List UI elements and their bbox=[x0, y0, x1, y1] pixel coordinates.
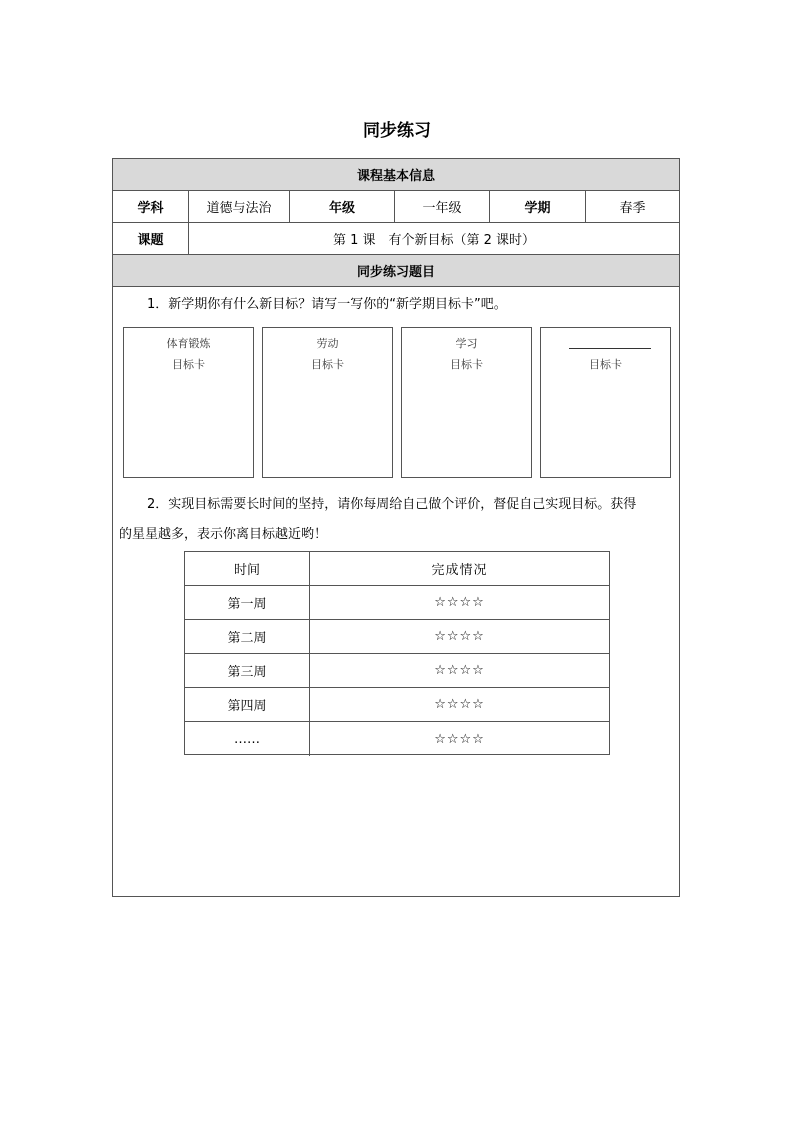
table-row bbox=[185, 586, 609, 620]
week-cell: 第三周 bbox=[185, 654, 310, 687]
star-rating[interactable]: ☆☆☆☆ bbox=[434, 595, 485, 610]
question-2-line-2: 的星星越多，表示你离目标越近哟！ bbox=[119, 527, 328, 542]
question-2-line-1: 2．实现目标需要长时间的坚持，请你每周给自己做个评价，督促自己实现目标。获得 bbox=[147, 497, 637, 512]
goal-cards bbox=[123, 327, 671, 479]
table-row bbox=[185, 620, 609, 654]
week-cell: 第四周 bbox=[185, 688, 310, 721]
practice-header bbox=[113, 255, 679, 287]
term-label: 学期 bbox=[490, 191, 586, 222]
star-rating[interactable]: ☆☆☆☆ bbox=[434, 731, 485, 747]
goal-card-subtitle: 目标卡 bbox=[311, 358, 344, 371]
goal-card-title: 劳动 bbox=[316, 337, 339, 350]
goal-card-labor[interactable] bbox=[262, 327, 393, 478]
subject-value: 道德与法治 bbox=[189, 191, 290, 222]
week-cell: 第一周 bbox=[185, 586, 310, 619]
practice-header-text: 同步练习题目 bbox=[356, 265, 435, 280]
column-header-time: 时间 bbox=[185, 552, 310, 585]
grade-value: 一年级 bbox=[395, 191, 490, 222]
star-rating[interactable]: ☆☆☆☆ bbox=[434, 629, 485, 644]
goal-card-study[interactable] bbox=[401, 327, 532, 478]
goal-card-subtitle: 目标卡 bbox=[450, 358, 483, 371]
table-row bbox=[185, 654, 609, 688]
term-value: 春季 bbox=[619, 201, 646, 216]
progress-table bbox=[184, 551, 610, 755]
info-row bbox=[113, 191, 679, 223]
page-title: 同步练习 bbox=[363, 121, 431, 141]
grade-label: 年级 bbox=[290, 191, 395, 222]
goal-card-custom[interactable] bbox=[540, 327, 671, 478]
course-info-header-text: 课程基本信息 bbox=[356, 169, 435, 184]
worksheet-frame bbox=[112, 158, 680, 897]
table-row bbox=[185, 688, 609, 722]
star-rating[interactable]: ☆☆☆☆ bbox=[434, 663, 485, 678]
subject-label: 学科 bbox=[113, 191, 189, 222]
course-info-header bbox=[113, 159, 679, 191]
topic-row bbox=[113, 223, 679, 255]
week-cell: …… bbox=[185, 722, 310, 756]
goal-card-blank-line[interactable] bbox=[569, 348, 651, 349]
goal-card-subtitle: 目标卡 bbox=[589, 358, 622, 371]
goal-card-sports[interactable] bbox=[123, 327, 254, 478]
goal-card-title: 学习 bbox=[455, 337, 478, 350]
star-rating[interactable]: ☆☆☆☆ bbox=[434, 697, 485, 712]
table-header-row bbox=[185, 552, 609, 586]
goal-card-subtitle: 目标卡 bbox=[172, 358, 205, 371]
table-row bbox=[185, 722, 609, 756]
week-cell: 第二周 bbox=[185, 620, 310, 653]
question-1: 1．新学期你有什么新目标？请写一写你的“新学期目标卡”吧。 bbox=[147, 297, 507, 312]
topic-value: 第 1 课 有个新目标（第 2 课时） bbox=[332, 233, 536, 248]
column-header-status: 完成情况 bbox=[431, 563, 488, 578]
topic-label: 课题 bbox=[113, 223, 189, 254]
goal-card-title: 体育锻炼 bbox=[166, 337, 211, 350]
